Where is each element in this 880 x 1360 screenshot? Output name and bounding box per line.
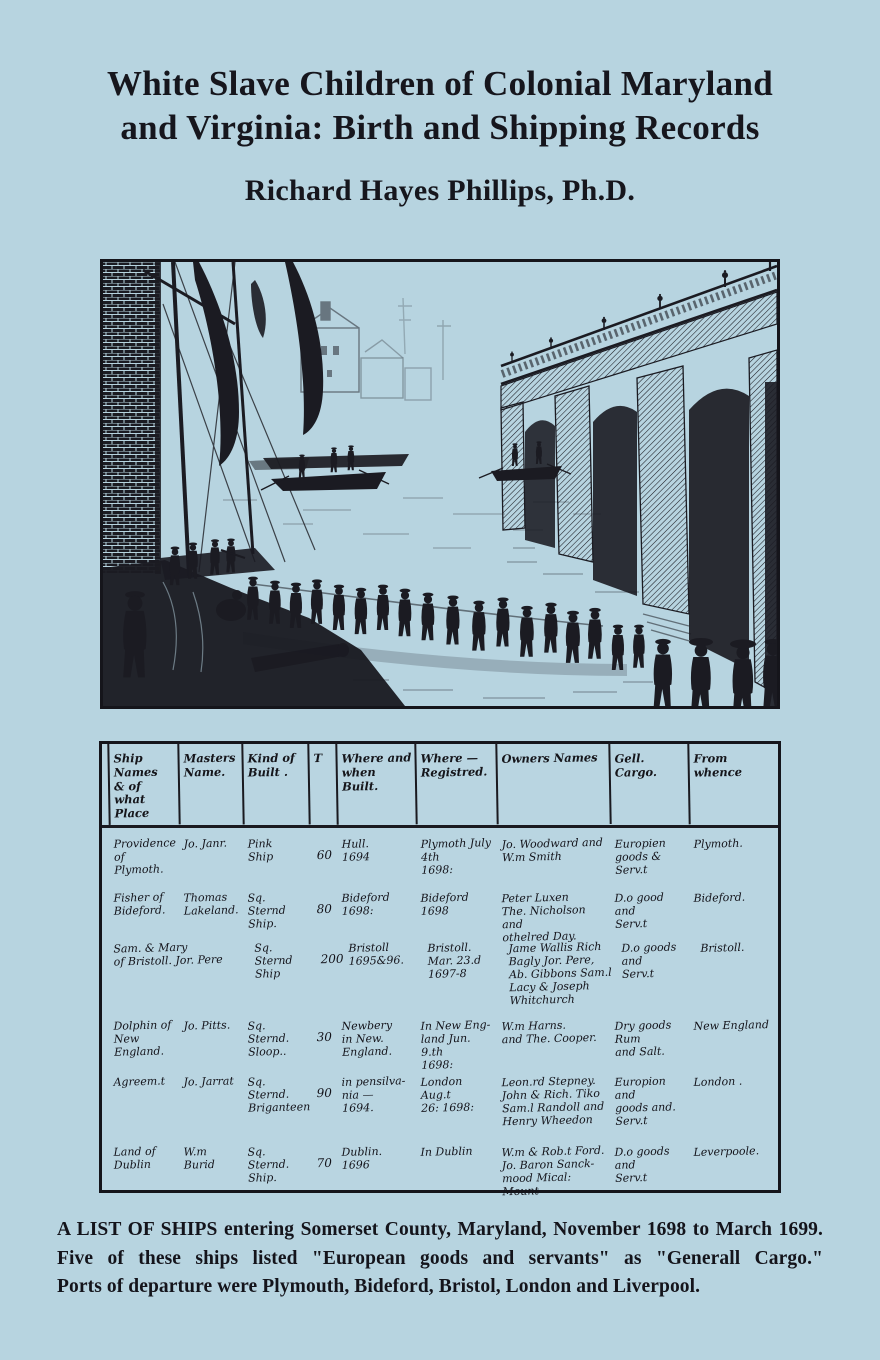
ledger-row (102, 1143, 778, 1199)
cell-ship: Fisher of Bideford. (113, 890, 166, 918)
col-header-whence: From whence (693, 751, 743, 780)
cell-built: Bideford 1698: (341, 890, 390, 918)
cell-master: Thomas Lakeland. (183, 890, 239, 918)
cell-whence: Plymoth. (693, 836, 744, 851)
cell-cargo: Dry goods Rum and Salt. (614, 1018, 672, 1059)
caption-line-1: A LIST OF SHIPS entering Somerset County, Maryland, November 1698 to March 1699. (57, 1219, 823, 1240)
cell-whence: New England (693, 1018, 770, 1033)
ledger-body (102, 828, 778, 1199)
caption-line-3: Ports of departure were Plymouth, Bideford, Bristol, London and Liverpool. (57, 1276, 701, 1298)
cell-owners: Peter Luxen The. Nicholson and othelred Day. (501, 890, 586, 945)
cell-built: Hull. 1694 (341, 837, 371, 864)
cell-registered: In New Eng- land Jun. 9.th 1698: (420, 1018, 491, 1072)
cell-master: Jo. Janr. (183, 836, 228, 851)
cell-master: Jo. Jarrat (183, 1074, 234, 1089)
cell-owners: Jame Wallis Rich Bagly Jor. Pere, Ab. Gibbons Sam.l Lacy & Joseph Whitchurch (508, 939, 612, 1008)
col-header-cargo: Gell. Cargo. (610, 743, 690, 825)
cover-engraving (100, 259, 780, 709)
ledger-row (102, 892, 778, 944)
title-block (0, 62, 880, 208)
cell-owners: W.m Harns. and The. Cooper. (501, 1018, 597, 1047)
cell-owners: W.m & Rob.t Ford. Jo. Baron Sanck- mood Mical: Mount (501, 1143, 605, 1199)
cell-built: Bristoll 1695&96. (348, 940, 405, 968)
engraving-illustration (103, 262, 777, 706)
dock-foreground (103, 548, 405, 706)
cell-owners: Leon.rd Stepney. John & Rich. Tiko Sam.l Randoll and Henry Wheedon (501, 1073, 605, 1129)
cell-kind: Sq. Sternd Ship. (247, 891, 286, 931)
cell-cargo: D.o goods and Serv.t (614, 1144, 670, 1185)
cell-built: Newbery in New. England. (341, 1018, 393, 1059)
cell-whence: Leverpoole. (693, 1144, 760, 1159)
cell-registered: In Dublin (420, 1144, 473, 1159)
cell-whence: Bristoll. (700, 940, 745, 955)
cell-kind: Sq. Sternd. Sloop.. (247, 1019, 290, 1059)
cell-tons: 30 (316, 1029, 333, 1045)
cover-caption (57, 1216, 823, 1302)
cell-tons: 200 (320, 951, 344, 967)
ship-ledger (99, 741, 781, 1199)
cell-ship: Agreem.t (113, 1074, 166, 1089)
ledger-header (102, 744, 778, 828)
col-header-registered: Where — Registred. (416, 743, 498, 825)
cell-cargo: Europion and goods and. Serv.t (614, 1074, 676, 1128)
cell-tons: 70 (316, 1155, 333, 1171)
ledger-row (102, 1073, 778, 1129)
cell-tons: 80 (316, 901, 333, 917)
ledger-row (102, 939, 778, 1008)
cell-registered: Bideford 1698 (420, 890, 469, 918)
ledger-row (102, 835, 778, 877)
cell-master: W.m Burid (183, 1145, 215, 1172)
cell-kind: Sq. Sternd Ship (254, 941, 293, 981)
cell-whence: London . (693, 1074, 743, 1089)
col-header-master: Masters Name. (179, 743, 244, 825)
title-line-2: and Virginia: Birth and Shipping Records (120, 108, 760, 148)
cell-cargo: D.o good and Serv.t (614, 890, 665, 931)
cell-tons: 90 (316, 1085, 333, 1101)
cell-registered: London Aug.t 26: 1698: (420, 1074, 475, 1115)
caption-line-2: Five of these ships listed "European goods and servants" as "Generall Cargo." (57, 1247, 823, 1269)
page-title (0, 62, 880, 150)
cell-cargo: D.o goods and Serv.t (621, 940, 677, 981)
col-header-built: Where and when Built. (337, 743, 417, 825)
cell-ship: Sam. & Mary of Bristoll. Jor. Pere (113, 940, 223, 969)
col-header-kind: Kind of Built . (243, 743, 310, 825)
author-name: Richard Hayes Phillips, Ph.D. (244, 174, 636, 208)
cell-kind: Pink Ship (247, 837, 274, 864)
cell-whence: Bideford. (693, 890, 746, 905)
col-header-owners: Owners Names (497, 743, 611, 826)
cell-built: Dublin. 1696 (341, 1144, 383, 1172)
cell-registered: Bristoll. Mar. 23.d 1697-8 (427, 940, 482, 981)
cell-kind: Sq. Sternd. Ship. (247, 1145, 290, 1185)
col-header-tons: T (309, 744, 338, 825)
distant-buildings (301, 298, 451, 400)
ledger-row (102, 1020, 778, 1072)
title-line-1: White Slave Children of Colonial Maryland (106, 64, 773, 103)
cell-cargo: Europien goods & Serv.t (614, 836, 666, 877)
col-header-ship: Ship Names & of what Place (109, 743, 180, 825)
brick-warehouse (103, 262, 161, 574)
cell-tons: 60 (316, 847, 333, 863)
cell-ship: Dolphin of New England. (113, 1018, 172, 1059)
cell-ship: Providence of Plymoth. (113, 836, 177, 877)
cell-registered: Plymoth July 4th 1698: (420, 836, 492, 877)
ship-masts-and-sails (143, 262, 323, 576)
cell-built: in pensilva- nia — 1694. (341, 1074, 406, 1115)
cell-owners: Jo. Woodward and W.m Smith (501, 835, 603, 865)
cell-ship: Land of Dublin (113, 1144, 156, 1172)
cell-master: Jo. Pitts. (183, 1018, 231, 1033)
ground-texture (353, 680, 653, 698)
cell-kind: Sq. Sternd. Briganteen (247, 1075, 311, 1115)
